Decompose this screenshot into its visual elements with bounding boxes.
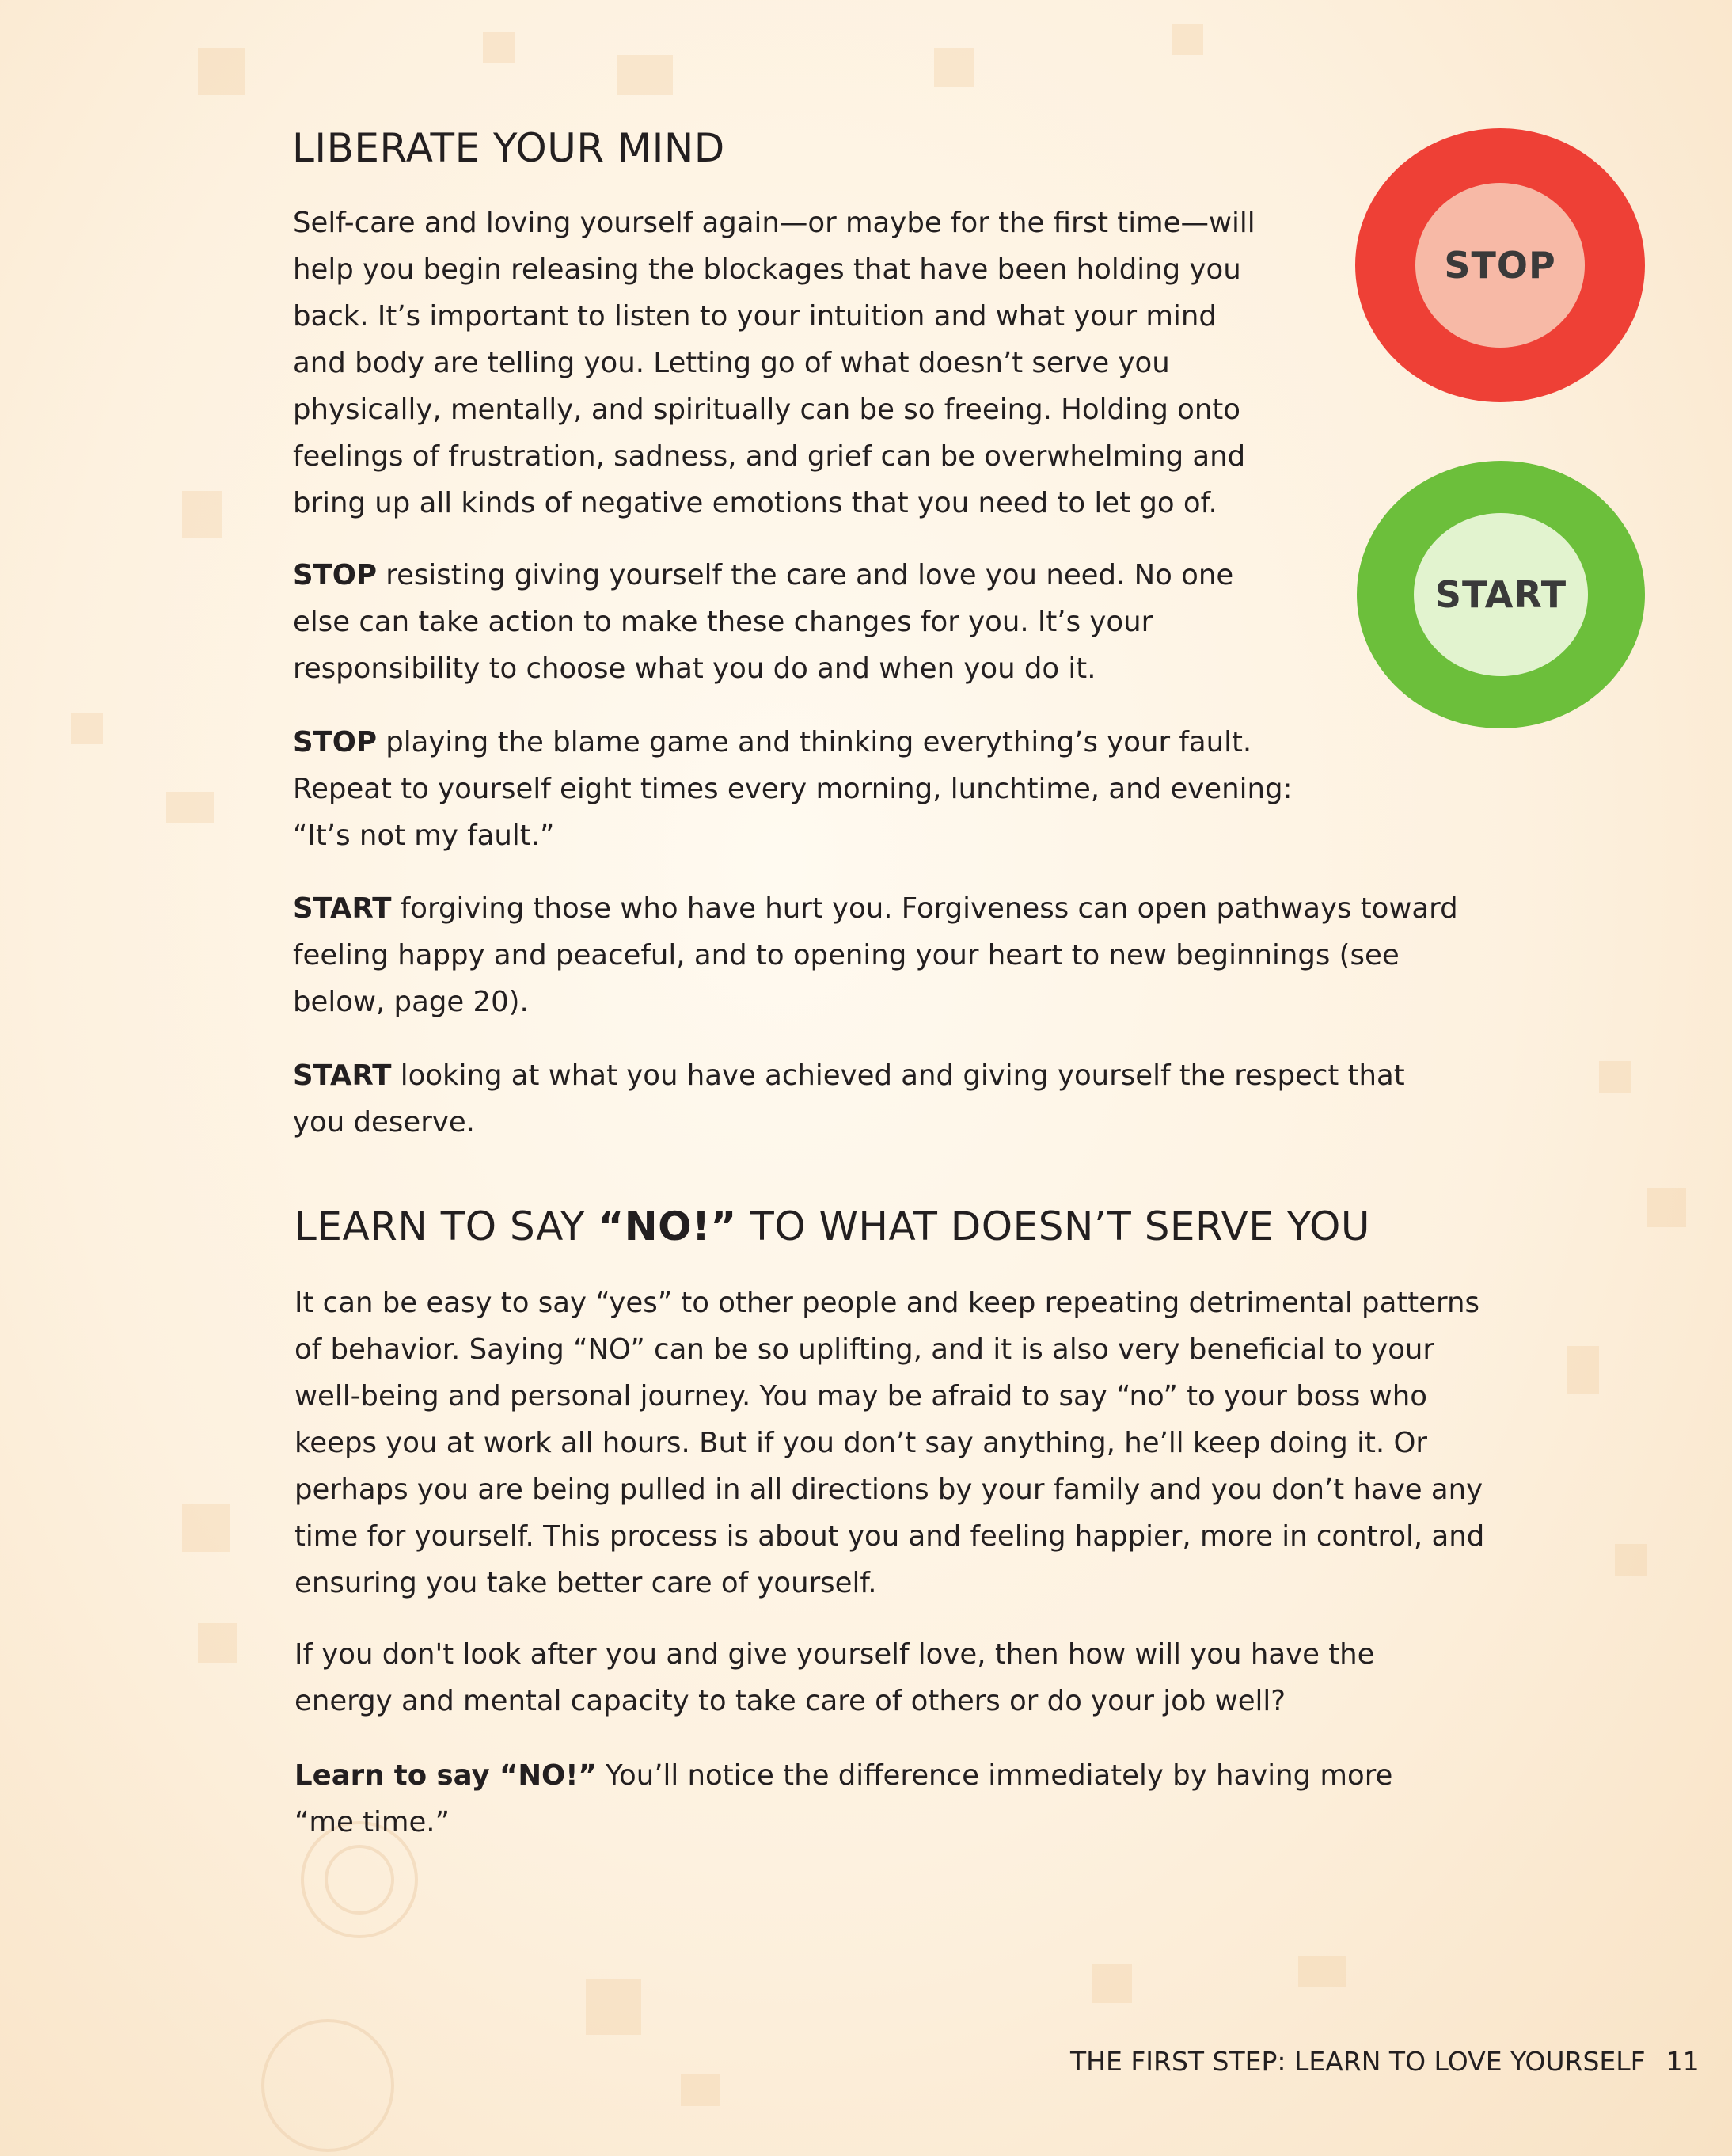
stop-badge-inner — [1415, 183, 1585, 348]
stop-badge-label: STOP — [1444, 244, 1556, 287]
start-item-2-lead: START — [293, 1059, 392, 1092]
section2-paragraph-2: If you don't look after you and give yourself love, then how will you have the energy and mental capacity to take care of others or do your job well? — [294, 1638, 1375, 1717]
section2-paragraph-3 — [294, 1752, 1419, 1846]
section2-heading — [294, 1203, 1370, 1249]
page-number: 11 — [1666, 2046, 1700, 2077]
stop-item-1 — [293, 552, 1267, 692]
page-footer — [1070, 2046, 1700, 2077]
start-badge-inner — [1414, 513, 1588, 676]
section2-heading-pre: LEARN TO SAY — [294, 1203, 598, 1249]
stop-item-2 — [293, 719, 1298, 859]
start-item-1 — [293, 885, 1468, 1025]
section2-heading-bold: “NO!” — [598, 1203, 737, 1249]
section2-paragraph-1: It can be easy to say “yes” to other people and keep repeating detrimental patterns of behavior. Saying “NO” can be so uplifting, and it is also very beneficial to your well-being and personal journey. You may be afraid to say “no” to your boss who keeps you at work all hours. But if you don’t say anything, he’ll keep doing it. Or perhaps you are being pulled in all directions by your family and you don’t have any time for yourself. This process is about you and feeling happier, more in control, and ensuring you take better care of yourself. — [294, 1287, 1485, 1599]
start-item-1-text: forgiving those who have hurt you. Forgiveness can open pathways toward feeling happy and peaceful, and to opening your heart to new beginnings (see below, page 20). — [293, 892, 1458, 1018]
start-badge-label: START — [1434, 573, 1567, 616]
stop-item-1-lead: STOP — [293, 559, 377, 591]
start-item-1-lead: START — [293, 892, 392, 925]
section2-paragraph-3-text: You’ll notice the difference immediately by having more “me time.” — [294, 1759, 1393, 1838]
section1-heading: LIBERATE YOUR MIND — [292, 125, 725, 171]
start-badge — [1357, 461, 1645, 728]
stop-item-1-text: resisting giving yourself the care and love you need. No one else can take action to make these changes for you. It’s your responsibility to choose what you do and when you do it. — [293, 559, 1234, 685]
stop-item-2-text: playing the blame game and thinking everything’s your fault. Repeat to yourself eight times every morning, lunchtime, and evening: “It’s not my fault.” — [293, 726, 1293, 852]
section1-intro: Self-care and loving yourself again—or maybe for the first time—will help you begin releasing the blockages that have been holding you back. It’s important to listen to your intuition and what your mind and body are telling you. Letting go of what doesn’t serve you physically, mentally, and spiritually can be so freeing. Holding onto feelings of frustration, sadness, and grief can be overwhelming and bring up all kinds of negative emotions that you need to let go of. — [293, 207, 1255, 519]
start-item-2-text: looking at what you have achieved and giving yourself the respect that you deserve. — [293, 1059, 1405, 1139]
running-head: THE FIRST STEP: LEARN TO LOVE YOURSELF — [1070, 2046, 1646, 2077]
start-item-2 — [293, 1052, 1449, 1146]
stop-badge — [1355, 128, 1645, 402]
section2-paragraph-3-lead: Learn to say “NO!” — [294, 1759, 597, 1792]
stop-item-2-lead: STOP — [293, 726, 377, 759]
section2-heading-post: TO WHAT DOESN’T SERVE YOU — [736, 1203, 1370, 1249]
